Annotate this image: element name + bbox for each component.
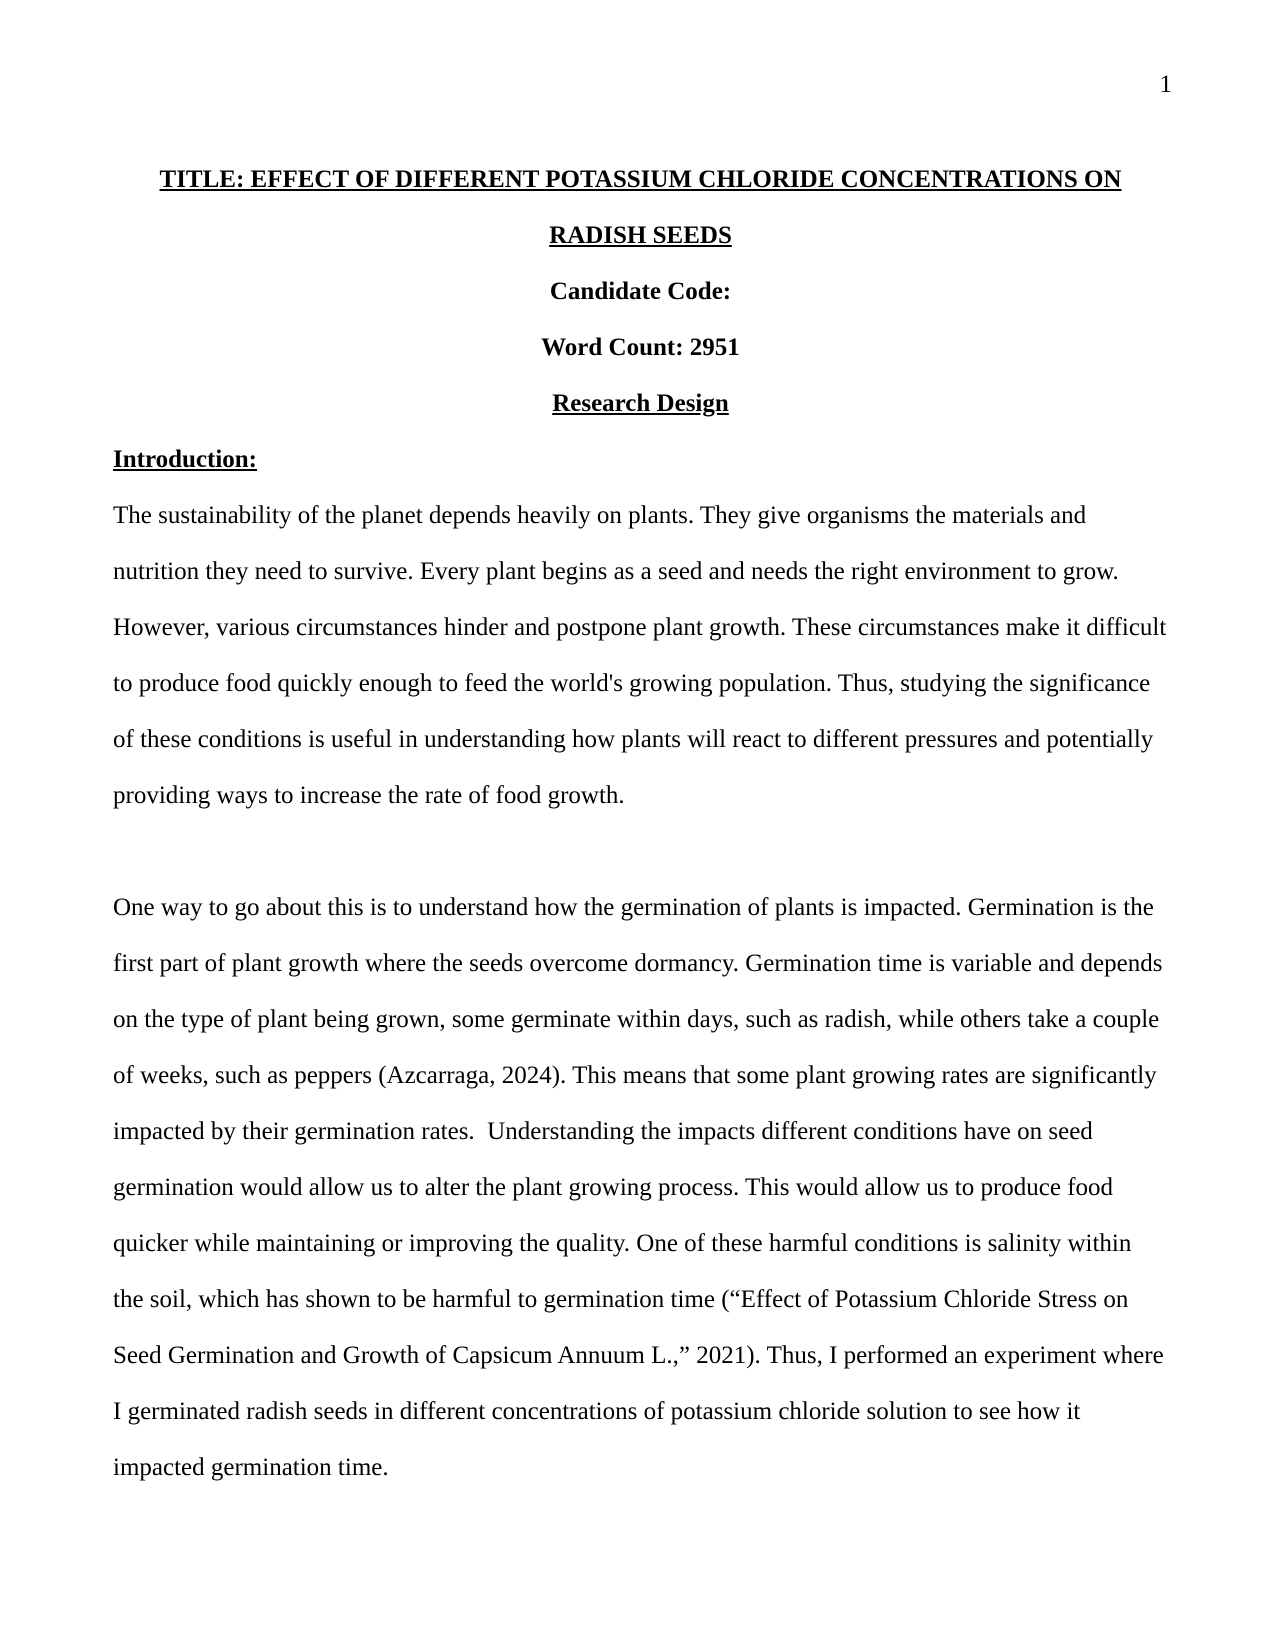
research-design-heading: Research Design	[552, 390, 729, 417]
introduction-paragraph-1: The sustainability of the planet depends heavily on plants. They give organisms the materials and nutrition they need to survive. Every plant begins as a seed and needs the right environment to grow. However, various circumstances hinder and postpone plant growth. These circumstances make it difficult to produce food quickly enough to feed the world's growing population. Thus, studying the significance of these conditions is useful in understanding how plants will react to different pressures and potentially providing ways to increase the rate of food growth.	[113, 502, 1173, 809]
title-line-1: TITLE: EFFECT OF DIFFERENT POTASSIUM CHLORIDE CONCENTRATIONS ON	[159, 166, 1122, 193]
word-count-line: Word Count: 2951	[541, 334, 740, 361]
title-line-2: RADISH SEEDS	[549, 222, 732, 249]
document-title	[113, 152, 1168, 264]
candidate-code-line: Candidate Code:	[549, 278, 732, 305]
introduction-heading: Introduction:	[113, 446, 258, 473]
page-number: 1	[1159, 71, 1172, 98]
introduction-paragraph-2: One way to go about this is to understand how the germination of plants is impacted. Germination is the first part of plant growth where the seeds overcome dormancy. Germination time is variable and depends on the type of plant being grown, some germinate within days, such as radish, while others take a couple of weeks, such as peppers (Azcarraga, 2024). This means that some plant growing rates are significantly impacted by their germination rates. Understanding the impacts different conditions have on seed germination would allow us to alter the plant growing process. This would allow us to produce food quicker while maintaining or improving the quality. One of these harmful conditions is salinity within the soil, which has shown to be harmful to germination time (“Effect of Potassium Chloride Stress on Seed Germination and Growth of Capsicum Annuum L.,” 2021). Thus, I performed an experiment where I germinated radish seeds in different concentrations of potassium chloride solution to see how it impacted germination time.	[113, 894, 1170, 1481]
